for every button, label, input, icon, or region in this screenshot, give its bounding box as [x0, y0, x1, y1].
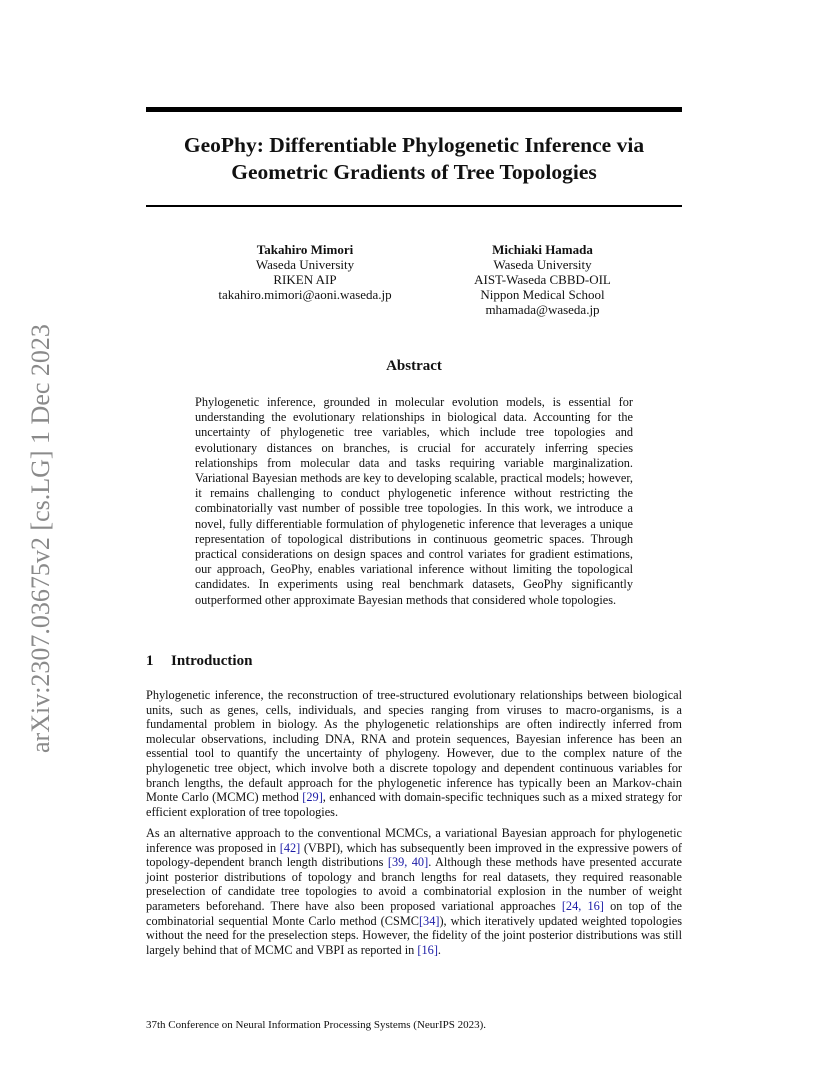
paragraph-text: (VBPI), which has subsequently been improved in the expressive powers of topology-dependent branch length distributions	[146, 840, 682, 870]
title-top-rule	[146, 107, 682, 112]
paragraph-text: As an alternative approach to the conventional MCMCs, a variational Bayesian approach for phylogenetic inference was proposed in	[146, 826, 682, 855]
section-heading	[146, 652, 252, 670]
author-block-2	[425, 242, 660, 317]
author-name: Takahiro Mimori	[256, 242, 354, 257]
citation-link[interactable]: [16]	[417, 942, 438, 957]
author-block-1	[190, 242, 420, 302]
title-line-1: GeoPhy: Differentiable Phylogenetic Inference via	[183, 133, 645, 157]
author-affiliation: Waseda University	[255, 257, 355, 272]
arxiv-identifier: arXiv:2307.03675v2 [cs.LG] 1 Dec 2023	[26, 324, 55, 753]
paragraph-text: on top of the combinatorial sequential Monte Carlo method (CSMC	[146, 898, 683, 928]
paragraph-text: , enhanced with domain-specific techniques such as a mixed strategy for efficient exploration of tree topologies.	[146, 790, 682, 819]
author-name: Michiaki Hamada	[492, 242, 593, 257]
citation-link[interactable]: [34]	[418, 913, 440, 928]
title-line-2: Geometric Gradients of Tree Topologies	[231, 160, 597, 184]
abstract-heading: Abstract	[386, 358, 442, 374]
intro-paragraph-1	[146, 688, 682, 819]
abstract-text: Phylogenetic inference, grounded in molecular evolution models, is essential for understanding the evolutionary relationships in biological data. Accounting for the uncertainty of phylogenetic tree variables, which include tree topologies and evolutionary distances on branches, is crucial for accurately inferring species relationships from molecular data and tasks requiring variable marginalization. Variational Bayesian methods are key to developing scalable, practical models; however, it remains challenging to conduct phylogenetic inference without restricting the combinatorially vast number of possible tree topologies. In this work, we introduce a novel, fully differentiable formulation of phylogenetic inference that leverages a unique representation of topological distributions in continuous geometric spaces. Through practical considerations on design spaces and control variates for gradient estimations, our approach, GeoPhy, enables variational inference without limiting the topological candidates. In experiments using real benchmark datasets, GeoPhy significantly outperformed other approximate Bayesian methods that considered whole topologies.	[195, 395, 633, 607]
conference-footer: 37th Conference on Neural Information Processing Systems (NeurIPS 2023).	[146, 1019, 487, 1031]
paragraph-text: Phylogenetic inference, the reconstruction of tree-structured evolutionary relationships between biological units, such as genes, cells, individuals, and species ranging from viruses to macro-organisms, is a fundamental problem in biology. As the phylogenetic relationships are often indirectly inferred from molecular observations, including DNA, RNA and protein sequences, Bayesian inference has been an essential tool to quantify the uncertainty of phylogeny. However, due to the complex nature of the phylogenetic tree object, which involve both a discrete topology and dependent continuous variables for branch lengths, the default approach for the phylogenetic inference has typically been an Markov-chain Monte Carlo (MCMC) method	[146, 688, 682, 805]
citation-link[interactable]: [24, 16]	[561, 898, 604, 913]
paragraph-text: . Although these methods have presented accurate joint posterior distributions of topology and branch lengths for real datasets, they required reasonable preselection of candidate tree topologies to avoid a combinatorial explosion in the number of weight parameters beforehand. There have also been proposed variational approaches	[146, 855, 682, 913]
citation-link[interactable]: [42]	[279, 840, 301, 855]
paragraph-text: .	[437, 942, 441, 957]
author-affiliation: Waseda University	[493, 257, 592, 272]
paragraph-text: ), which iteratively updated weighted topologies without the need for the preselection steps. However, the fidelity of the joint posterior distributions was still largely behind that of MCMC and VBPI as reported in	[146, 913, 682, 957]
intro-paragraph-2	[146, 826, 682, 957]
author-email: mhamada@waseda.jp	[485, 302, 600, 317]
citation-link[interactable]: [29]	[302, 790, 323, 805]
title-bottom-rule	[146, 205, 682, 207]
section-title: Introduction	[171, 653, 253, 669]
paper-title	[146, 132, 682, 186]
author-affiliation: Nippon Medical School	[480, 287, 605, 302]
author-affiliation: AIST-Waseda CBBD-OIL	[474, 272, 611, 287]
citation-link[interactable]: [39, 40]	[387, 855, 429, 870]
author-affiliation: RIKEN AIP	[273, 272, 337, 287]
author-email: takahiro.mimori@aoni.waseda.jp	[218, 287, 392, 302]
section-number: 1	[146, 653, 154, 669]
